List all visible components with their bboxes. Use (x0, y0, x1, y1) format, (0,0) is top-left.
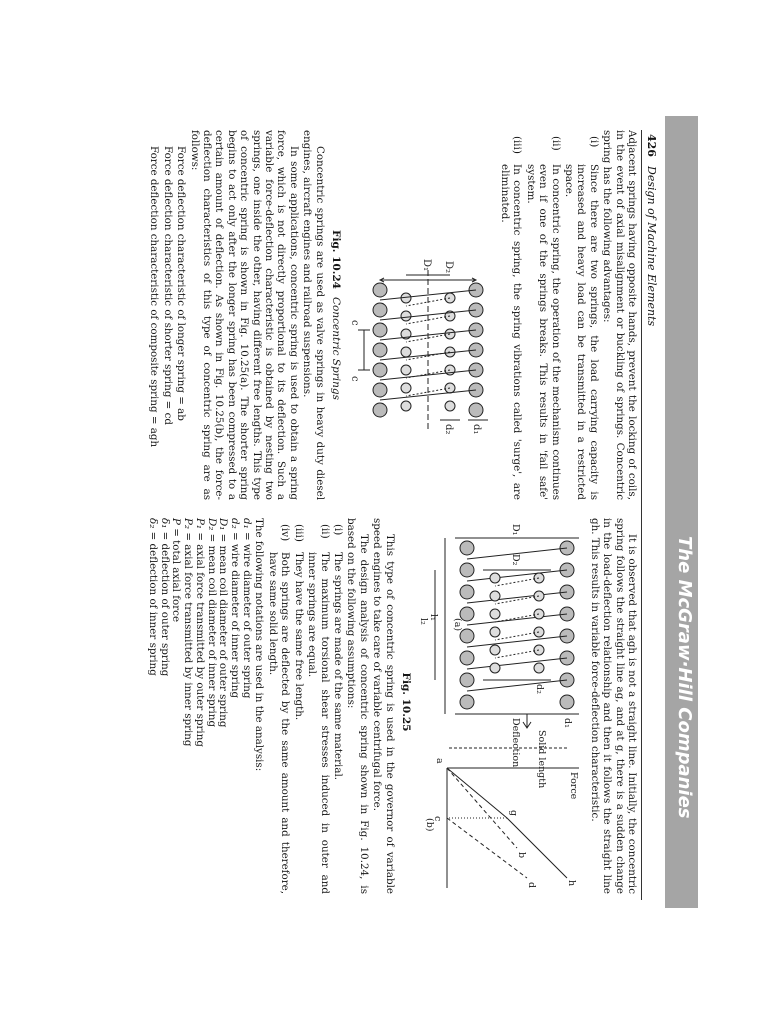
notation-row: δ₂ = deflection of inner spring (146, 518, 159, 676)
label-sub-a: (a) (452, 618, 464, 632)
label-deflection: Deflection (510, 718, 522, 768)
body-paragraph: In some applications, concentric spring is used to obtain a spring force, which is not directly proportional to its deflection. Such a variable force-deflection characteristic is obtained by nesting two springs, one inside the other, having different free lengths. This type of concentric spring is shown in Fig. 10.25(a). The shorter spring begins to act only after the longer spring has been compressed to a certain amount of deflection. As shown in Fig. 10.25(b), the force-deflection characteristics of this type of concentric spring are as follows: (188, 130, 300, 500)
fig-number: Fig. 10.24 (330, 230, 343, 289)
outer-spring-long (460, 541, 574, 709)
body-paragraph: It is observed that agh is not a straight line. Initially, the concentric spring follows the straight line ag, and at g, there is a sudden change in the load-deflection relationship and then it follows the straight line gh. This results in variable force-deflection characteristic. (588, 518, 638, 894)
body-paragraph: Force deflection characteristic of longer spring = ab (175, 146, 188, 421)
notation-row: P = total axial force (170, 518, 183, 623)
notation-row: P₁ = axial force transmitted by outer spring (193, 518, 206, 747)
assumption-item: (i) The springs are made of the same material. (331, 524, 344, 781)
label-l1: l₁ (428, 614, 440, 621)
fig-caption-text: Concentric Springs (330, 297, 343, 400)
intro-paragraph: Adjacent springs having opposite hands, prevent the locking of coils, in the event of axial misalignment or buckling of springs. Concentric spring has the following advantages: (601, 130, 638, 500)
label-d1: d₁ (562, 718, 574, 728)
point-a: a (434, 758, 446, 764)
point-d: d (526, 882, 538, 889)
body-paragraph: Force deflection characteristic of composite spring = agh (148, 146, 161, 448)
figure-10-24 (348, 130, 498, 500)
figure-10-25 (417, 518, 587, 894)
right-column (146, 518, 638, 894)
notation-row: d₁ = wire diameter of outer spring (241, 518, 254, 699)
notation-row: D₂ = mean coil diameter of inner spring (205, 518, 218, 728)
assumption-item: (iii) They have the same free length. (292, 524, 305, 721)
label-D1: D₁ (510, 524, 522, 536)
notation-row: D₁ = mean coil diameter of outer spring (217, 518, 230, 728)
point-h: h (566, 880, 578, 887)
publisher-logo: The McGraw·Hill Companies (674, 536, 695, 819)
figure-10-25-caption (400, 518, 412, 894)
notation-row: P₂ = axial force transmitted by inner spring (182, 518, 195, 747)
figure-10-24-caption (330, 130, 342, 500)
label-solid-length: Solid length (536, 730, 548, 789)
outer-coil-bottom (373, 283, 387, 417)
notation-row: δ₁ = deflection of outer spring (158, 518, 171, 677)
body-paragraph: This type of concentric spring is used in the governor of variable speed engines to take care of variable centrifugal force. (371, 518, 396, 894)
page-number: 426 (645, 134, 658, 157)
label-D2: D₂ (510, 554, 522, 566)
publisher-banner (665, 116, 698, 908)
label-c-right: c (348, 376, 360, 382)
advantage-item: (iii) In concentric spring, the spring vibrations called 'surge', are eliminated. (498, 136, 524, 500)
label-c-left: c (348, 320, 360, 326)
body-paragraph: Force deflection characteristic of shorter spring = cd (161, 146, 174, 425)
point-b: b (516, 852, 528, 859)
label-force-axis: Force (568, 772, 580, 800)
label-d1: d₁ (470, 424, 482, 435)
notation-row: d₂ = wire diameter of inner spring (229, 518, 242, 699)
notation-intro: The following notations are used in the analysis: (253, 518, 266, 772)
label-D1: D₁ (420, 259, 432, 272)
label-D2: D₂ (442, 261, 454, 274)
point-g: g (508, 810, 520, 817)
label-l2: l₂ (418, 618, 430, 625)
assumption-item: (iv) Both springs are deflected by the same amount and therefore, have same solid length. (266, 524, 292, 894)
label-d2: d₂ (442, 424, 454, 435)
label-sub-b: (b) (424, 818, 436, 832)
body-paragraph: The design analysis of concentric spring shown in Fig. 10.24, is based on the following assumptions: (345, 518, 370, 894)
label-d2: d₂ (534, 684, 546, 694)
assumption-item: (ii) The maximum torsional shear stresses induced in outer and inner springs are equal. (306, 524, 331, 894)
advantage-item: (ii) In concentric spring, the operation of the mechanism continues even if one of the springs breaks. This results in 'fail safe' system. (524, 136, 562, 500)
advantage-item: (i) Since there are two springs, the load carrying capacity is increased and heavy load can be transmitted in a restricted space. (562, 136, 600, 500)
header-rule (641, 130, 642, 900)
point-c: c (432, 816, 444, 822)
scanned-page (89, 116, 698, 908)
running-head: Design of Machine Elements (645, 166, 658, 327)
force-deflection-graph (447, 768, 579, 888)
fig-number: Fig. 10.25 (399, 672, 412, 732)
left-column (147, 130, 638, 500)
inner-spring-short (490, 573, 544, 673)
body-paragraph: Concentric springs are used as valve springs in heavy duty diesel engines, aircraft engines and railroad suspensions. (301, 130, 326, 500)
